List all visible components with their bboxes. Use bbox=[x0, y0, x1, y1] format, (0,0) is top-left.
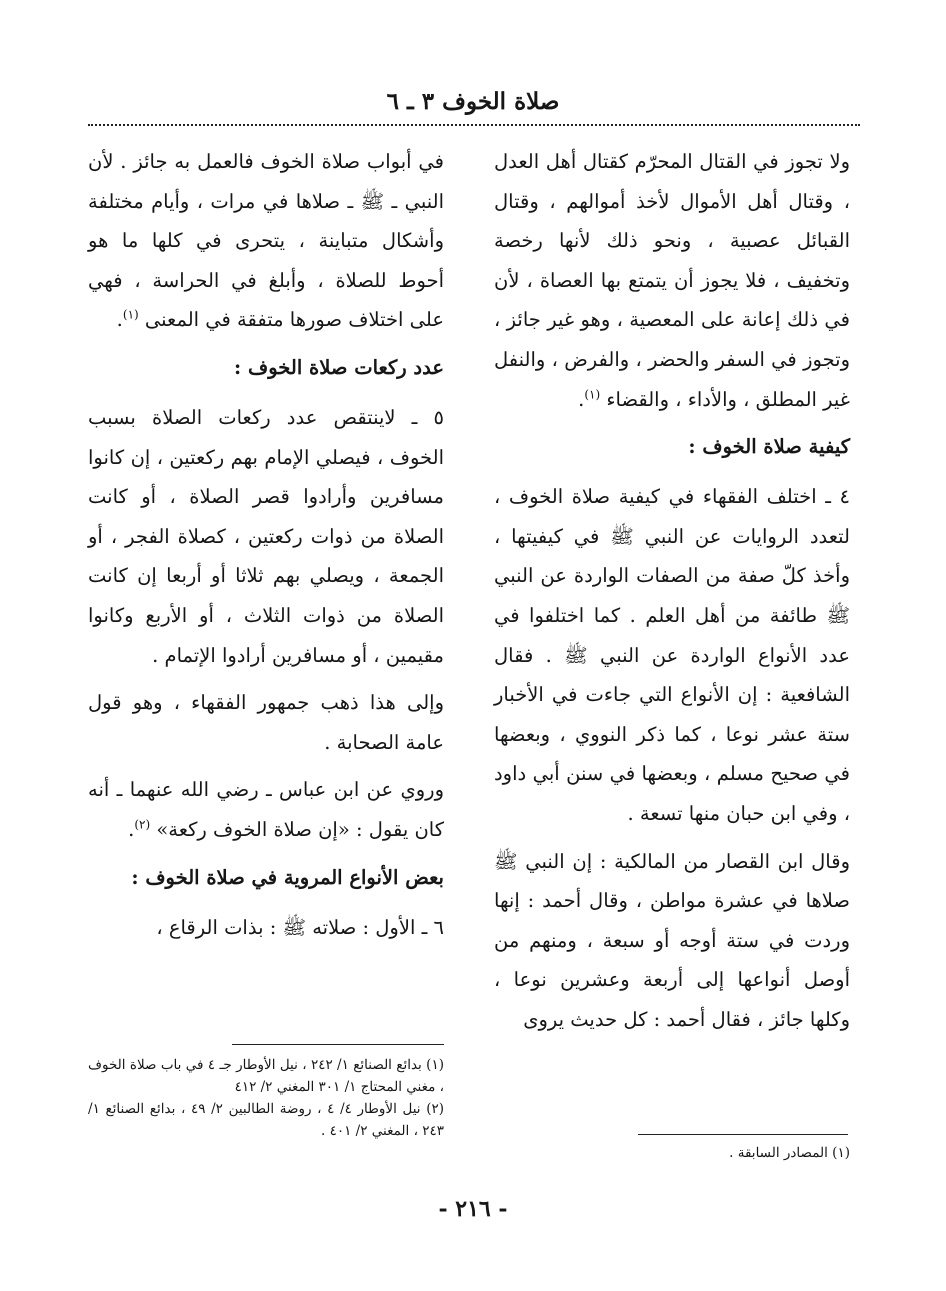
paragraph: ٦ ـ الأول : صلاته ﷺ : بذات الرقاع ، bbox=[156, 915, 444, 939]
paragraph: في أبواب صلاة الخوف فالعمل به جائز . لأن النبي ـ ﷺ ـ صلاها في مرات ، وأيام مختلفة وأشكال متباينة ، يتحرى في كلها ما هو أحوط للصلاة ، وأبلغ في الحراسة ، فهي على اختلاف صورها متفقة في المعنى $^{(١)}$. bbox=[88, 150, 444, 332]
page-number: - ٢١٦ - bbox=[438, 1196, 508, 1222]
footnote: (١) بدائع الصنائع ١/ ٢٤٢ ، نيل الأوطار جـ ٤ في باب صلاة الخوف ، مغني المحتاج ١/ ٣٠١ المغني ٢/ ٤١٢ bbox=[88, 1057, 444, 1095]
footnote: (١) المصادر السابقة . bbox=[729, 1145, 850, 1161]
paragraph: ٤ ـ اختلف الفقهاء في كيفية صلاة الخوف ، لتعدد الروايات عن النبي ﷺ في كيفيتها ، وأخذ كلّ صفة من الصفات الواردة عن النبي ﷺ طائفة من أهل العلم . كما اختلفوا في عدد الأنواع الواردة عن النبي ﷺ . فقال الشافعية : إن الأنواع التي جاءت في الأخبار ستة عشر نوعا ، كما ذكر النووي ، وبعضها في صحيح مسلم ، وبعضها في سنن أبي داود ، وفي ابن حبان منها تسعة . bbox=[494, 485, 850, 825]
paragraph: وروي عن ابن عباس ـ رضي الله عنهما ـ أنه كان يقول : «إن صلاة الخوف ركعة» $^{(٢)}$. bbox=[88, 778, 444, 841]
header-dotted-rule bbox=[88, 124, 860, 126]
section-heading: بعض الأنواع المروية في صلاة الخوف : bbox=[131, 865, 444, 889]
paragraph: وإلى هذا ذهب جمهور الفقهاء ، وهو قول عامة الصحابة . bbox=[88, 691, 444, 754]
footnote: (٢) نيل الأوطار ٤/ ٤ ، روضة الطالبين ٢/ ٤٩ ، بدائع الصنائع ١/ ٢٤٣ ، المغني ٢/ ٤٠١ . bbox=[88, 1101, 445, 1139]
running-header: صلاة الخوف ٣ ـ ٦ bbox=[386, 88, 560, 115]
section-heading: عدد ركعات صلاة الخوف : bbox=[234, 355, 444, 379]
paragraph: ولا تجوز في القتال المحرّم كقتال أهل العدل ، وقتال أهل الأموال لأخذ أموالهم ، وقتال القبائل عصبية ، ونحو ذلك لأنها رخصة وتخفيف ، فلا يجوز أن يتمتع بها العصاة ، لأن في ذلك إعانة على المعصية ، وهو غير جائز ، وتجوز في السفر والحضر ، والفرض ، والنفل غير المطلق ، والأداء ، والقضاء $^{(١)}$. bbox=[494, 150, 850, 411]
paragraph: ٥ ـ لاينتقص عدد ركعات الصلاة بسبب الخوف ، فيصلي الإمام بهم ركعتين ، إن كانوا مسافرين وأرادوا قصر الصلاة ، أو كانت الصلاة من ذوات ركعتين ، كصلاة الفجر ، أو الجمعة ، ويصلي بهم ثلاثا أو أربعا إن كانت الصلاة من ذوات الثلاث ، أو الأربع وكانوا مقيمين ، أو مسافرين أرادوا الإتمام . bbox=[88, 405, 444, 667]
footnotes-left bbox=[88, 1054, 444, 1142]
right-column bbox=[494, 142, 850, 1047]
footnote-marker: (١) bbox=[584, 387, 601, 402]
section-heading: كيفية صلاة الخوف : bbox=[688, 435, 850, 459]
footnotes-right bbox=[494, 1142, 850, 1164]
footnote-separator bbox=[232, 1044, 444, 1045]
left-column bbox=[88, 142, 444, 955]
footnote-separator bbox=[638, 1134, 848, 1135]
paragraph: وقال ابن القصار من المالكية : إن النبي ﷺ صلاها في عشرة مواطن ، وقال أحمد : إنها وردت في ستة أوجه أو سبعة ، ومنهم من أوصل أنواعها إلى أربعة وعشرين نوعا ، وكلها جائز ، فقال أحمد : كل حديث يروى bbox=[494, 849, 850, 1031]
footnote-marker: (٢) bbox=[134, 817, 151, 832]
footnote-marker: (١) bbox=[122, 307, 139, 322]
